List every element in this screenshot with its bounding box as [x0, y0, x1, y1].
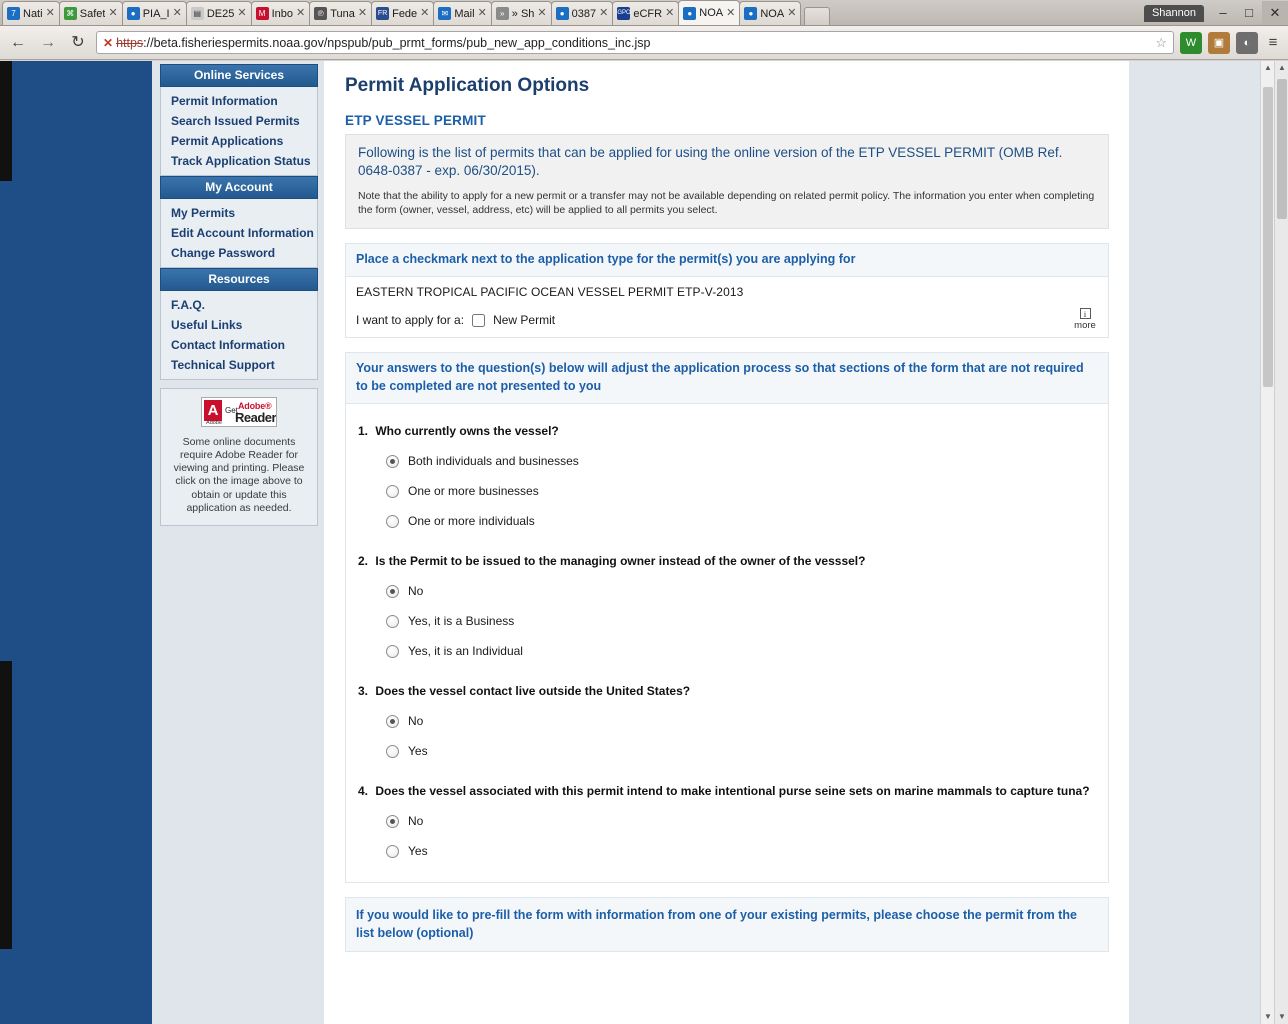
new-permit-label: New Permit [493, 313, 556, 328]
close-icon[interactable]: ✕ [108, 7, 118, 19]
scroll-down-icon[interactable]: ▼ [1264, 1012, 1272, 1021]
browser-tab[interactable] [551, 1, 614, 25]
adobe-reader-wordmark: Reader [235, 410, 277, 425]
scrollbar-thumb[interactable] [1277, 79, 1287, 219]
adblock-extension-icon[interactable]: ◐ [1236, 32, 1258, 54]
window-controls [1144, 0, 1288, 26]
page-viewport [0, 61, 1288, 1024]
permit-name: EASTERN TROPICAL PACIFIC OCEAN VESSEL PERMIT ETP-V-2013 [356, 285, 744, 300]
radio-label: Yes, it is a Business [408, 614, 515, 629]
sidebar-item-faq[interactable]: F.A.Q. [171, 298, 206, 312]
question-text [358, 784, 1098, 798]
browser-tab[interactable] [186, 1, 252, 25]
sidebar-panel-my-account [160, 176, 318, 268]
tab-label: NOA [699, 7, 724, 19]
intro-note: Note that the ability to apply for a new permit or a transfer may not be available depending on related permit policy. The information you enter when completing the form (owner, vessel, address, etc) will be applied to all permits you select. [358, 190, 1095, 217]
new-permit-checkbox[interactable] [472, 314, 485, 327]
screen-edge-block [0, 61, 12, 181]
browser-menu-icon[interactable]: ≡ [1268, 34, 1278, 51]
radio-option[interactable] [386, 844, 1098, 858]
tab-label: Tuna [330, 7, 355, 20]
sidebar-panel-online-services [160, 64, 318, 176]
window-scrollbar[interactable] [1274, 61, 1288, 1024]
question-number: 4. [358, 784, 369, 799]
radio-label: No [408, 814, 424, 829]
radio-label: One or more individuals [408, 514, 535, 529]
info-icon: i [1080, 308, 1091, 319]
question-label: Who currently owns the vessel? [375, 424, 559, 439]
page-title: Permit Application Options [345, 75, 590, 96]
more-info-label: more [1074, 320, 1096, 332]
question-number: 2. [358, 554, 369, 569]
sidebar-item-edit-account-information[interactable]: Edit Account Information [171, 226, 314, 240]
question-text [358, 554, 1098, 568]
permit-selection-box [345, 277, 1109, 338]
browser-tab[interactable] [122, 1, 187, 25]
checkmark-instruction-bar: Place a checkmark next to the application type for the permit(s) you are applying for [345, 243, 1109, 278]
radio-icon[interactable] [386, 515, 399, 528]
browser-tab[interactable] [371, 1, 434, 25]
sidebar-item-permit-applications[interactable]: Permit Applications [171, 134, 284, 148]
url-separator: :// [143, 35, 154, 50]
maximize-button[interactable]: □ [1245, 5, 1253, 20]
radio-label: Both individuals and businesses [408, 454, 579, 469]
radio-option[interactable] [386, 614, 1098, 628]
question-2 [356, 542, 1098, 672]
question-text [358, 424, 1098, 438]
sidebar-panel-body [160, 199, 318, 268]
radio-option[interactable] [386, 484, 1098, 498]
close-icon[interactable]: ✕ [357, 7, 368, 19]
close-icon[interactable]: ✕ [787, 7, 797, 19]
radio-icon[interactable] [386, 615, 399, 628]
radio-option[interactable] [386, 814, 1098, 828]
close-icon[interactable]: ✕ [537, 7, 547, 19]
screenshot-extension-icon[interactable]: ▣ [1208, 32, 1230, 54]
tab-label: eCFR [633, 7, 663, 20]
url-scheme: https [116, 35, 144, 50]
tab-favicon: ● [744, 7, 757, 20]
close-icon[interactable]: ✕ [295, 7, 306, 19]
minimize-button[interactable]: – [1219, 5, 1227, 20]
sidebar-panel-title: My Account [160, 176, 318, 199]
question-number: 3. [358, 684, 369, 699]
tab-label: DE25 [206, 7, 235, 20]
radio-icon[interactable] [386, 715, 399, 728]
radio-option[interactable] [386, 714, 1098, 728]
tab-favicon: ▤ [191, 7, 204, 20]
radio-option[interactable] [386, 584, 1098, 598]
navigation-toolbar [0, 26, 1288, 60]
adobe-get-text: Get [225, 406, 238, 415]
sidebar-panel-body [160, 87, 318, 176]
question-label: Does the vessel associated with this permit intend to make intentional purse seine sets on marine mammals to capture tuna? [375, 784, 1090, 799]
radio-option[interactable] [386, 514, 1098, 528]
sidebar-item-useful-links[interactable]: Useful Links [171, 318, 243, 332]
browser-tab[interactable] [309, 1, 372, 25]
browser-tab[interactable] [2, 1, 60, 25]
browser-tab[interactable] [491, 1, 552, 25]
radio-icon[interactable] [386, 585, 399, 598]
adobe-reader-note: Some online documents require Adobe Reader for viewing and printing. Please click on the image above to obtain or update this application as needed. [173, 436, 305, 514]
tab-favicon: FR [376, 7, 389, 20]
browser-tab[interactable] [612, 1, 679, 25]
intro-panel [345, 134, 1109, 229]
sidebar-panel-body [160, 291, 318, 380]
radio-label: Yes [408, 744, 428, 759]
sidebar-item-contact-information[interactable]: Contact Information [171, 338, 285, 352]
browser-tab[interactable] [433, 1, 491, 25]
question-label: Is the Permit to be issued to the managing owner instead of the owner of the vesssel? [375, 554, 866, 569]
tab-favicon: ℗ [314, 7, 327, 20]
forward-button[interactable]: → [40, 33, 56, 51]
radio-option[interactable] [386, 744, 1098, 758]
intro-text: Following is the list of permits that can be applied for using the online version of the ETP VESSEL PERMIT (OMB Ref. 0648-0387 - exp. 06/30/2015). [358, 145, 1063, 179]
sidebar-panel-title: Online Services [160, 64, 318, 87]
tab-favicon: » [496, 7, 509, 20]
tab-label: NOA [760, 7, 785, 20]
browser-tab-active[interactable] [678, 0, 740, 25]
page-scrollbar[interactable] [1260, 61, 1274, 1024]
radio-icon[interactable] [386, 485, 399, 498]
question-text [358, 684, 1098, 698]
radio-option[interactable] [386, 454, 1098, 468]
tab-label: Fede [392, 7, 418, 20]
user-badge[interactable]: Shannon [1144, 5, 1204, 22]
close-icon[interactable]: ✕ [420, 7, 430, 19]
adobe-wordmark: Adobe® [238, 401, 272, 411]
tab-favicon: M [256, 7, 269, 20]
tab-favicon: ⌘ [64, 7, 77, 20]
close-icon[interactable]: ✕ [172, 7, 182, 19]
permit-type-heading: ETP VESSEL PERMIT [345, 113, 486, 128]
sidebar-item-search-issued-permits[interactable]: Search Issued Permits [171, 114, 300, 128]
back-button[interactable]: ← [10, 33, 26, 51]
tab-label: Inbo [271, 7, 293, 20]
radio-icon[interactable] [386, 815, 399, 828]
bookmark-star-icon[interactable]: ☆ [1155, 34, 1167, 50]
wot-extension-icon[interactable]: W [1180, 32, 1202, 54]
scroll-up-icon[interactable]: ▲ [1278, 63, 1286, 72]
tab-label: » Sh [511, 7, 535, 20]
adobe-badge-letter: A [204, 400, 222, 421]
close-icon[interactable]: ✕ [599, 7, 609, 19]
sidebar-item-permit-information[interactable]: Permit Information [171, 94, 278, 108]
question-1 [356, 412, 1098, 542]
radio-label: No [408, 584, 424, 599]
browser-tab[interactable] [59, 1, 123, 25]
web-page [152, 61, 1274, 1024]
close-icon[interactable]: ✕ [237, 7, 247, 19]
scroll-down-icon[interactable]: ▼ [1278, 1012, 1286, 1021]
prefill-instruction-bar: If you would like to pre-fill the form with information from one of your existing permits, please choose the permit from the list below (optional) [345, 897, 1109, 952]
radio-option[interactable] [386, 644, 1098, 658]
close-icon[interactable]: ✕ [45, 7, 55, 19]
radio-icon[interactable] [386, 645, 399, 658]
url-rest: beta.fisheriespermits.noaa.gov/npspub/pub_prmt_forms/pub_new_app_conditions_inc.jsp [153, 35, 651, 50]
browser-tab[interactable] [251, 1, 311, 25]
radio-label: One or more businesses [408, 484, 539, 499]
close-window-button[interactable]: ✕ [1262, 1, 1288, 25]
question-4 [356, 772, 1098, 872]
tab-favicon: ● [127, 7, 140, 20]
questions-instruction-bar: Your answers to the question(s) below will adjust the application process so that sections of the form that are not required to be completed are not presented to you [345, 352, 1109, 404]
sidebar-item-my-permits[interactable]: My Permits [171, 206, 236, 220]
sidebar-item-change-password[interactable]: Change Password [171, 246, 276, 260]
radio-label: Yes [408, 844, 428, 859]
scroll-up-icon[interactable]: ▲ [1264, 63, 1272, 72]
radio-label: Yes, it is an Individual [408, 644, 523, 659]
desktop-background [0, 61, 152, 1024]
sidebar-item-technical-support[interactable]: Technical Support [171, 358, 275, 372]
tab-label: PIA_I [142, 7, 170, 20]
new-tab-button[interactable] [804, 7, 830, 25]
screen-edge-block [0, 729, 12, 949]
question-label: Does the vessel contact live outside the United States? [375, 684, 691, 699]
adobe-badge-label: Adobe [206, 420, 222, 426]
tab-favicon: ✉ [438, 7, 451, 20]
tab-strip [0, 0, 1288, 26]
insecure-warning-icon: ✕ [103, 35, 114, 50]
get-adobe-reader-icon[interactable] [201, 397, 277, 427]
radio-icon[interactable] [386, 845, 399, 858]
tab-label: 0387 [571, 7, 597, 20]
reload-button[interactable]: ↻ [71, 33, 85, 51]
tab-favicon: GPO [617, 7, 630, 20]
scrollbar-thumb[interactable] [1263, 87, 1273, 387]
question-number: 1. [358, 424, 369, 439]
radio-label: No [408, 714, 424, 729]
questions-box [345, 404, 1109, 883]
more-info-button[interactable] [1070, 306, 1100, 331]
question-3 [356, 672, 1098, 772]
tab-label: Nati [23, 7, 43, 20]
main-content [345, 75, 1109, 952]
tab-favicon: ● [556, 7, 569, 20]
close-icon[interactable]: ✕ [477, 7, 487, 19]
sidebar-panel-resources [160, 268, 318, 380]
apply-for-label: I want to apply for a: [356, 313, 465, 328]
tab-favicon: ● [683, 7, 696, 20]
sidebar-item-track-application-status[interactable]: Track Application Status [171, 154, 311, 168]
radio-icon[interactable] [386, 745, 399, 758]
tab-favicon: 7 [7, 7, 20, 20]
tab-label: Safet [79, 7, 106, 20]
close-icon[interactable]: ✕ [665, 7, 675, 19]
radio-icon[interactable] [386, 455, 399, 468]
apply-for-row [356, 313, 1098, 327]
address-bar[interactable] [96, 31, 1174, 54]
sidebar-panel-title: Resources [160, 268, 318, 291]
browser-tab[interactable] [739, 1, 801, 25]
sidebar [160, 64, 318, 526]
close-icon[interactable]: ✕ [726, 6, 736, 19]
tab-label: Mail [454, 7, 475, 20]
adobe-reader-box [160, 388, 318, 526]
